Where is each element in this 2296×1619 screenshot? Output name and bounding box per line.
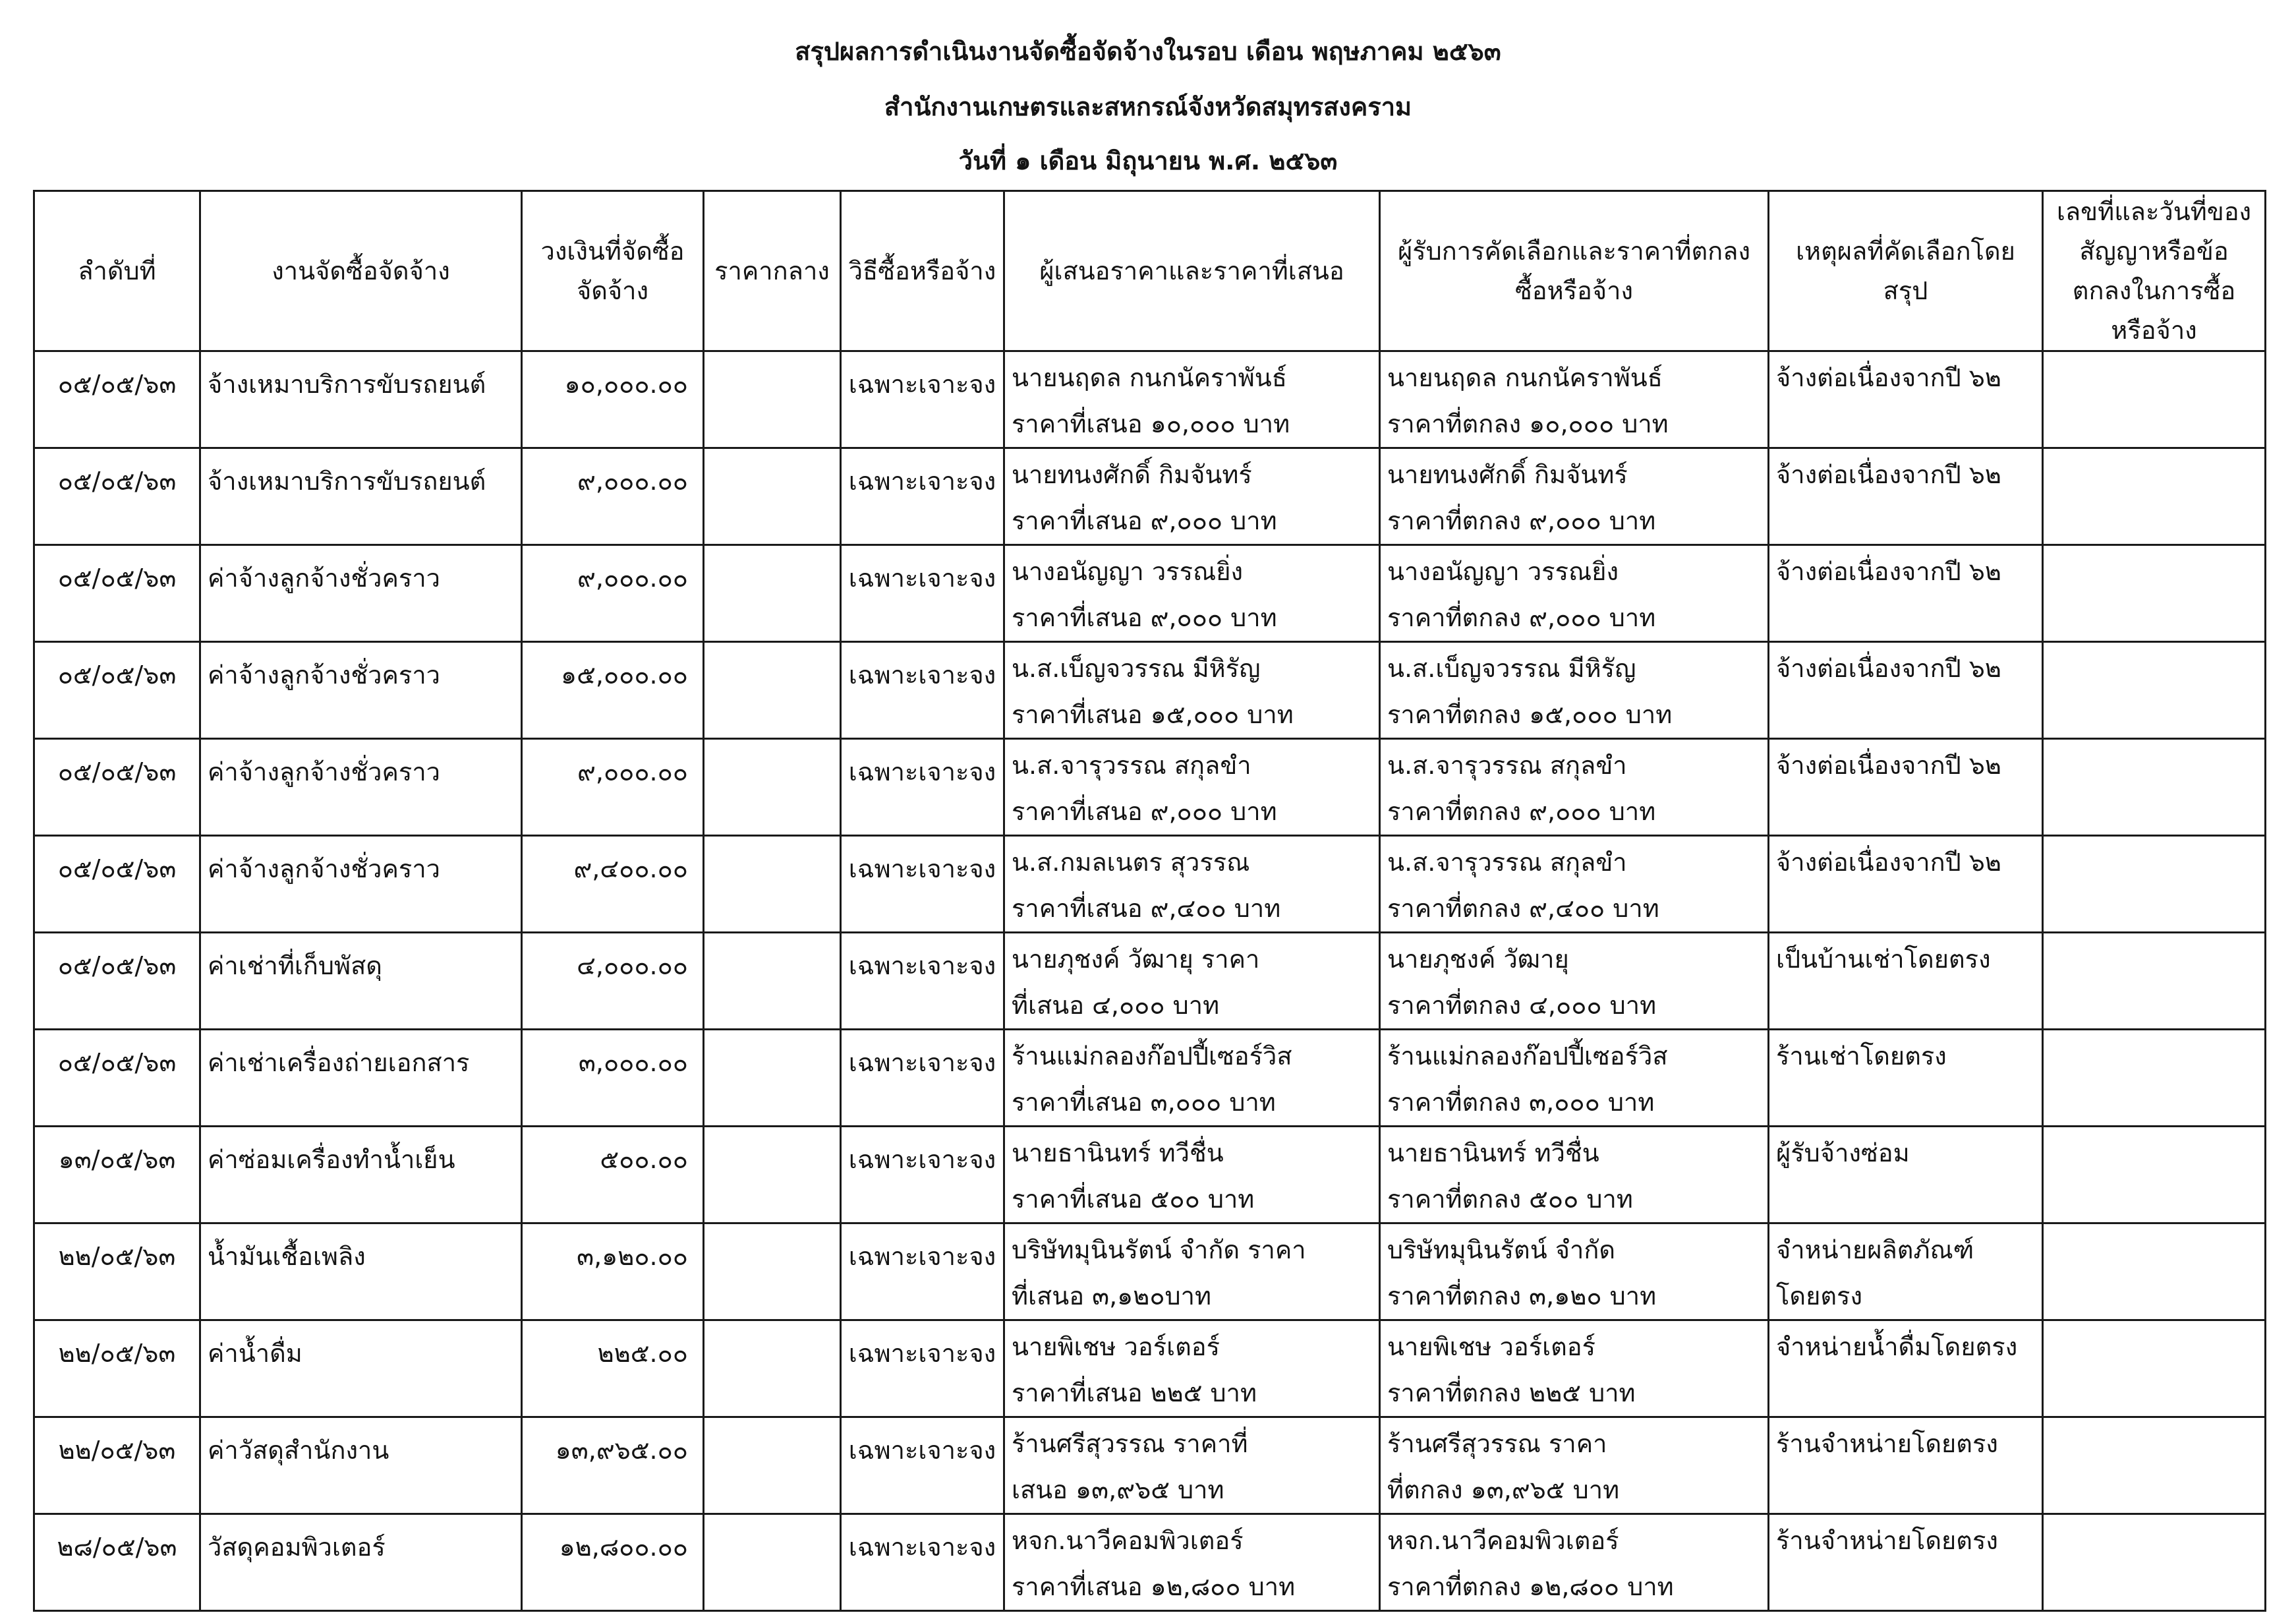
table-row [34, 836, 2266, 933]
row-reason-cell [1769, 642, 2043, 739]
table-row [34, 1223, 2266, 1320]
row-bid-price: เสนอ ๑๓,๙๖๕ บาท [1012, 1475, 1224, 1504]
row-reason-cont [1776, 982, 2035, 1028]
document-title: สรุปผลการดำเนินงานจัดซื้อจัดจ้างในรอบ เดือน พฤษภาคม ๒๕๖๓ [795, 37, 1501, 66]
row-reason-cont [1776, 692, 2035, 738]
row-date: ๒๒/๐๕/๖๓ [34, 1320, 200, 1417]
row-reason: จำหน่ายผลิตภัณฑ์ [1776, 1235, 1974, 1264]
row-agreed-price: ราคาที่ตกลง ๒๒๕ บาท [1387, 1378, 1636, 1407]
procurement-table [33, 190, 2266, 1612]
row-winner-cell [1380, 836, 1769, 933]
row-reason-cell [1769, 1320, 2043, 1417]
row-budget: ๙,๔๐๐.๐๐ [522, 836, 704, 933]
header-bidder: ผู้เสนอราคาและราคาที่เสนอ [1004, 191, 1380, 351]
row-bidder-cell [1004, 351, 1380, 448]
row-contract [2043, 1030, 2266, 1127]
row-method: เฉพาะเจาะจง [841, 836, 1004, 933]
row-date: ๒๒/๐๕/๖๓ [34, 1417, 200, 1514]
row-winner-cell [1380, 1223, 1769, 1320]
table-row [34, 1127, 2266, 1223]
row-median-price [704, 545, 841, 642]
row-date: ๐๕/๐๕/๖๓ [34, 836, 200, 933]
row-budget: ๑๐,๐๐๐.๐๐ [522, 351, 704, 448]
row-bidder: นายนฤดล กนกนัคราพันธ์ [1012, 363, 1287, 392]
table-row [34, 1320, 2266, 1417]
header-median-price: ราคากลาง [704, 191, 841, 351]
row-date: ๐๕/๐๕/๖๓ [34, 642, 200, 739]
row-reason-cell [1769, 351, 2043, 448]
row-agreed-price: ราคาที่ตกลง ๙,๔๐๐ บาท [1387, 894, 1659, 923]
row-median-price [704, 448, 841, 545]
row-item: จ้างเหมาบริการขับรถยนต์ [200, 448, 522, 545]
row-budget: ๙,๐๐๐.๐๐ [522, 739, 704, 836]
row-agreed-price: ราคาที่ตกลง ๑๐,๐๐๐ บาท [1387, 409, 1669, 438]
row-method: เฉพาะเจาะจง [841, 545, 1004, 642]
row-agreed-price: ราคาที่ตกลง ๙,๐๐๐ บาท [1387, 603, 1656, 632]
row-median-price [704, 1030, 841, 1127]
row-method: เฉพาะเจาะจง [841, 351, 1004, 448]
row-bidder: นายพิเชษ วอร์เตอร์ [1012, 1332, 1220, 1361]
row-bidder: ร้านศรีสุวรรณ ราคาที่ [1012, 1429, 1248, 1458]
row-method: เฉพาะเจาะจง [841, 1223, 1004, 1320]
row-date: ๐๕/๐๕/๖๓ [34, 933, 200, 1030]
row-item: ค่าจ้างลูกจ้างชั่วคราว [200, 642, 522, 739]
row-method: เฉพาะเจาะจง [841, 933, 1004, 1030]
row-item: ค่าจ้างลูกจ้างชั่วคราว [200, 545, 522, 642]
table-row [34, 1030, 2266, 1127]
row-bidder: น.ส.เบ็ญจวรรณ มีหิรัญ [1012, 654, 1261, 683]
row-agreed-price: ราคาที่ตกลง ๑๒,๘๐๐ บาท [1387, 1572, 1674, 1601]
row-reason: จ้างต่อเนื่องจากปี ๖๒ [1776, 557, 2001, 586]
row-median-price [704, 1320, 841, 1417]
row-budget: ๓,๐๐๐.๐๐ [522, 1030, 704, 1127]
row-date: ๐๕/๐๕/๖๓ [34, 351, 200, 448]
row-bidder-cell [1004, 739, 1380, 836]
row-agreed-price: ราคาที่ตกลง ๕๐๐ บาท [1387, 1185, 1633, 1214]
row-bidder-cell [1004, 933, 1380, 1030]
row-winner-cell [1380, 448, 1769, 545]
row-median-price [704, 836, 841, 933]
row-reason: เป็นบ้านเช่าโดยตรง [1776, 945, 1991, 974]
row-bid-price: ราคาที่เสนอ ๙,๔๐๐ บาท [1012, 894, 1281, 923]
row-bid-price: ที่เสนอ ๔,๐๐๐ บาท [1012, 991, 1220, 1020]
row-median-price [704, 1417, 841, 1514]
row-bid-price: ราคาที่เสนอ ๙,๐๐๐ บาท [1012, 603, 1277, 632]
row-bidder: น.ส.กมลเนตร สุวรรณ [1012, 848, 1250, 877]
header-method: วิธีซื้อหรือจ้าง [841, 191, 1004, 351]
row-bidder-cell [1004, 1223, 1380, 1320]
row-bidder: น.ส.จารุวรรณ สกุลขำ [1012, 751, 1251, 780]
row-item: จ้างเหมาบริการขับรถยนต์ [200, 351, 522, 448]
row-winner-cell [1380, 1320, 1769, 1417]
row-bid-price: ราคาที่เสนอ ๑๕,๐๐๐ บาท [1012, 700, 1294, 729]
row-bidder: นายภุชงค์ วัฒายุ ราคา [1012, 945, 1260, 974]
table-row [34, 351, 2266, 448]
row-winner-cell [1380, 933, 1769, 1030]
row-agreed-price: ราคาที่ตกลง ๙,๐๐๐ บาท [1387, 797, 1656, 826]
row-winner: นายธานินทร์ ทวีชื่น [1387, 1138, 1599, 1167]
row-winner: นายทนงศักดิ์ กิมจันทร์ [1387, 460, 1628, 489]
table-row [34, 1514, 2266, 1611]
row-median-price [704, 1514, 841, 1611]
row-bidder-cell [1004, 1127, 1380, 1223]
organization-name: สำนักงานเกษตรและสหกรณ์จังหวัดสมุทรสงคราม [884, 92, 1412, 121]
table-row [34, 1417, 2266, 1514]
row-date: ๒๘/๐๕/๖๓ [34, 1514, 200, 1611]
row-reason: จ้างต่อเนื่องจากปี ๖๒ [1776, 363, 2001, 392]
row-winner: บริษัทมุนินรัตน์ จำกัด [1387, 1235, 1616, 1264]
row-reason-cont [1776, 1467, 2035, 1513]
row-reason-cell [1769, 545, 2043, 642]
row-reason-cont [1776, 1564, 2035, 1610]
row-contract [2043, 351, 2266, 448]
row-bid-price: ราคาที่เสนอ ๕๐๐ บาท [1012, 1185, 1255, 1214]
row-winner: นายนฤดล กนกนัคราพันธ์ [1387, 363, 1663, 392]
report-date: วันที่ ๑ เดือน มิถุนายน พ.ศ. ๒๕๖๓ [958, 146, 1338, 175]
row-reason-cell [1769, 739, 2043, 836]
row-winner-cell [1380, 1127, 1769, 1223]
row-bidder: บริษัทมุนินรัตน์ จำกัด ราคา [1012, 1235, 1306, 1264]
row-agreed-price: ราคาที่ตกลง ๙,๐๐๐ บาท [1387, 506, 1656, 535]
row-winner-cell [1380, 1030, 1769, 1127]
row-item: ค่าน้ำดื่ม [200, 1320, 522, 1417]
row-winner: นางอนัญญา วรรณยิ่ง [1387, 557, 1619, 586]
row-bidder-cell [1004, 545, 1380, 642]
row-reason-cont [1776, 885, 2035, 931]
row-reason-cell [1769, 1417, 2043, 1514]
row-bidder-cell [1004, 642, 1380, 739]
row-bidder: นายธานินทร์ ทวีชื่น [1012, 1138, 1224, 1167]
row-contract [2043, 1223, 2266, 1320]
row-date: ๑๓/๐๕/๖๓ [34, 1127, 200, 1223]
row-reason: จ้างต่อเนื่องจากปี ๖๒ [1776, 654, 2001, 683]
row-reason: ผู้รับจ้างซ่อม [1776, 1138, 1910, 1167]
row-winner: นายพิเชษ วอร์เตอร์ [1387, 1332, 1596, 1361]
row-bidder: หจก.นาวีคอมพิวเตอร์ [1012, 1526, 1244, 1555]
row-agreed-price: ราคาที่ตกลง ๔,๐๐๐ บาท [1387, 991, 1657, 1020]
row-contract [2043, 739, 2266, 836]
header-contract: เลขที่และวันที่ของสัญญาหรือข้อตกลงในการซื้อหรือจ้าง [2043, 191, 2266, 351]
row-reason: จ้างต่อเนื่องจากปี ๖๒ [1776, 751, 2001, 780]
row-method: เฉพาะเจาะจง [841, 1417, 1004, 1514]
row-budget: ๙,๐๐๐.๐๐ [522, 448, 704, 545]
row-budget: ๙,๐๐๐.๐๐ [522, 545, 704, 642]
row-contract [2043, 1127, 2266, 1223]
header-no: ลำดับที่ [34, 191, 200, 351]
row-reason: จ้างต่อเนื่องจากปี ๖๒ [1776, 848, 2001, 877]
table-row [34, 545, 2266, 642]
row-reason-cont [1776, 788, 2035, 835]
row-reason-cell [1769, 448, 2043, 545]
row-contract [2043, 1320, 2266, 1417]
row-reason: ร้านจำหน่ายโดยตรง [1776, 1526, 1998, 1555]
row-date: ๐๕/๐๕/๖๓ [34, 545, 200, 642]
row-bidder: นางอนัญญา วรรณยิ่ง [1012, 557, 1244, 586]
row-item: วัสดุคอมพิวเตอร์ [200, 1514, 522, 1611]
row-bidder: ร้านแม่กลองก๊อปปี้เซอร์วิส [1012, 1042, 1292, 1071]
row-bid-price: ราคาที่เสนอ ๒๒๕ บาท [1012, 1378, 1257, 1407]
row-bid-price: ราคาที่เสนอ ๙,๐๐๐ บาท [1012, 797, 1277, 826]
row-item: ค่าวัสดุสำนักงาน [200, 1417, 522, 1514]
row-method: เฉพาะเจาะจง [841, 642, 1004, 739]
row-item: ค่าจ้างลูกจ้างชั่วคราว [200, 739, 522, 836]
row-median-price [704, 351, 841, 448]
row-winner: ร้านศรีสุวรรณ ราคา [1387, 1429, 1607, 1458]
row-bidder: นายทนงศักดิ์ กิมจันทร์ [1012, 460, 1252, 489]
header-budget: วงเงินที่จัดซื้อจัดจ้าง [522, 191, 704, 351]
row-budget: ๓,๑๒๐.๐๐ [522, 1223, 704, 1320]
row-budget: ๑๕,๐๐๐.๐๐ [522, 642, 704, 739]
header-winner: ผู้รับการคัดเลือกและราคาที่ตกลงซื้อหรือจ้าง [1380, 191, 1769, 351]
row-winner: หจก.นาวีคอมพิวเตอร์ [1387, 1526, 1619, 1555]
row-reason-cell [1769, 933, 2043, 1030]
row-bidder-cell [1004, 1320, 1380, 1417]
row-contract [2043, 545, 2266, 642]
row-reason-cont [1776, 1370, 2035, 1416]
table-row [34, 739, 2266, 836]
row-budget: ๑๓,๙๖๕.๐๐ [522, 1417, 704, 1514]
row-winner: ร้านแม่กลองก๊อปปี้เซอร์วิส [1387, 1042, 1668, 1071]
row-budget: ๒๒๕.๐๐ [522, 1320, 704, 1417]
row-winner-cell [1380, 1514, 1769, 1611]
row-winner-cell [1380, 1417, 1769, 1514]
row-date: ๐๕/๐๕/๖๓ [34, 1030, 200, 1127]
row-reason-cell [1769, 1127, 2043, 1223]
row-reason-cont [1776, 498, 2035, 544]
row-date: ๐๕/๐๕/๖๓ [34, 448, 200, 545]
row-budget: ๔,๐๐๐.๐๐ [522, 933, 704, 1030]
row-contract [2043, 836, 2266, 933]
row-date: ๐๕/๐๕/๖๓ [34, 739, 200, 836]
row-winner: น.ส.เบ็ญจวรรณ มีหิรัญ [1387, 654, 1636, 683]
row-budget: ๕๐๐.๐๐ [522, 1127, 704, 1223]
row-reason: จำหน่ายน้ำดื่มโดยตรง [1776, 1332, 2018, 1361]
table-row [34, 933, 2266, 1030]
row-reason-cell [1769, 836, 2043, 933]
row-reason-cell [1769, 1514, 2043, 1611]
row-reason: ร้านเช่าโดยตรง [1776, 1042, 1947, 1071]
row-reason: ร้านจำหน่ายโดยตรง [1776, 1429, 1998, 1458]
row-item: ค่าจ้างลูกจ้างชั่วคราว [200, 836, 522, 933]
row-reason-cont [1776, 401, 2035, 447]
row-method: เฉพาะเจาะจง [841, 1127, 1004, 1223]
row-bidder-cell [1004, 1417, 1380, 1514]
row-agreed-price: ที่ตกลง ๑๓,๙๖๕ บาท [1387, 1475, 1620, 1504]
header-reason: เหตุผลที่คัดเลือกโดยสรุป [1769, 191, 2043, 351]
row-reason-cont [1776, 1176, 2035, 1222]
row-winner-cell [1380, 739, 1769, 836]
row-median-price [704, 642, 841, 739]
row-reason-cont [1776, 1079, 2035, 1125]
row-bid-price: ที่เสนอ ๓,๑๒๐บาท [1012, 1281, 1212, 1310]
row-method: เฉพาะเจาะจง [841, 739, 1004, 836]
row-winner-cell [1380, 351, 1769, 448]
table-header-row [34, 191, 2266, 351]
row-bid-price: ราคาที่เสนอ ๙,๐๐๐ บาท [1012, 506, 1277, 535]
row-item: ค่าเช่าที่เก็บพัสดุ [200, 933, 522, 1030]
row-date: ๒๒/๐๕/๖๓ [34, 1223, 200, 1320]
row-bidder-cell [1004, 1030, 1380, 1127]
row-agreed-price: ราคาที่ตกลง ๑๕,๐๐๐ บาท [1387, 700, 1673, 729]
row-method: เฉพาะเจาะจง [841, 1320, 1004, 1417]
row-reason: จ้างต่อเนื่องจากปี ๖๒ [1776, 460, 2001, 489]
row-reason-cont: โดยตรง [1776, 1281, 1862, 1310]
table-row [34, 448, 2266, 545]
row-item: น้ำมันเชื้อเพลิง [200, 1223, 522, 1320]
row-item: ค่าซ่อมเครื่องทำน้ำเย็น [200, 1127, 522, 1223]
row-median-price [704, 1127, 841, 1223]
row-bid-price: ราคาที่เสนอ ๑๒,๘๐๐ บาท [1012, 1572, 1296, 1601]
row-winner: น.ส.จารุวรรณ สกุลขำ [1387, 848, 1627, 877]
row-contract [2043, 1514, 2266, 1611]
row-method: เฉพาะเจาะจง [841, 448, 1004, 545]
row-contract [2043, 1417, 2266, 1514]
row-budget: ๑๒,๘๐๐.๐๐ [522, 1514, 704, 1611]
row-winner-cell [1380, 642, 1769, 739]
row-method: เฉพาะเจาะจง [841, 1514, 1004, 1611]
row-winner: นายภุชงค์ วัฒายุ [1387, 945, 1569, 974]
row-contract [2043, 933, 2266, 1030]
row-contract [2043, 642, 2266, 739]
table-row [34, 642, 2266, 739]
row-contract [2043, 448, 2266, 545]
row-agreed-price: ราคาที่ตกลง ๓,๑๒๐ บาท [1387, 1281, 1657, 1310]
row-bidder-cell [1004, 1514, 1380, 1611]
row-median-price [704, 1223, 841, 1320]
row-median-price [704, 933, 841, 1030]
row-item: ค่าเช่าเครื่องถ่ายเอกสาร [200, 1030, 522, 1127]
header-item: งานจัดซื้อจัดจ้าง [200, 191, 522, 351]
row-winner-cell [1380, 545, 1769, 642]
row-bidder-cell [1004, 836, 1380, 933]
row-agreed-price: ราคาที่ตกลง ๓,๐๐๐ บาท [1387, 1088, 1655, 1117]
row-reason-cell [1769, 1223, 2043, 1320]
row-reason-cont [1776, 595, 2035, 641]
row-median-price [704, 739, 841, 836]
row-bid-price: ราคาที่เสนอ ๑๐,๐๐๐ บาท [1012, 409, 1290, 438]
row-reason-cell [1769, 1030, 2043, 1127]
row-method: เฉพาะเจาะจง [841, 1030, 1004, 1127]
row-bid-price: ราคาที่เสนอ ๓,๐๐๐ บาท [1012, 1088, 1276, 1117]
row-winner: น.ส.จารุวรรณ สกุลขำ [1387, 751, 1627, 780]
row-bidder-cell [1004, 448, 1380, 545]
